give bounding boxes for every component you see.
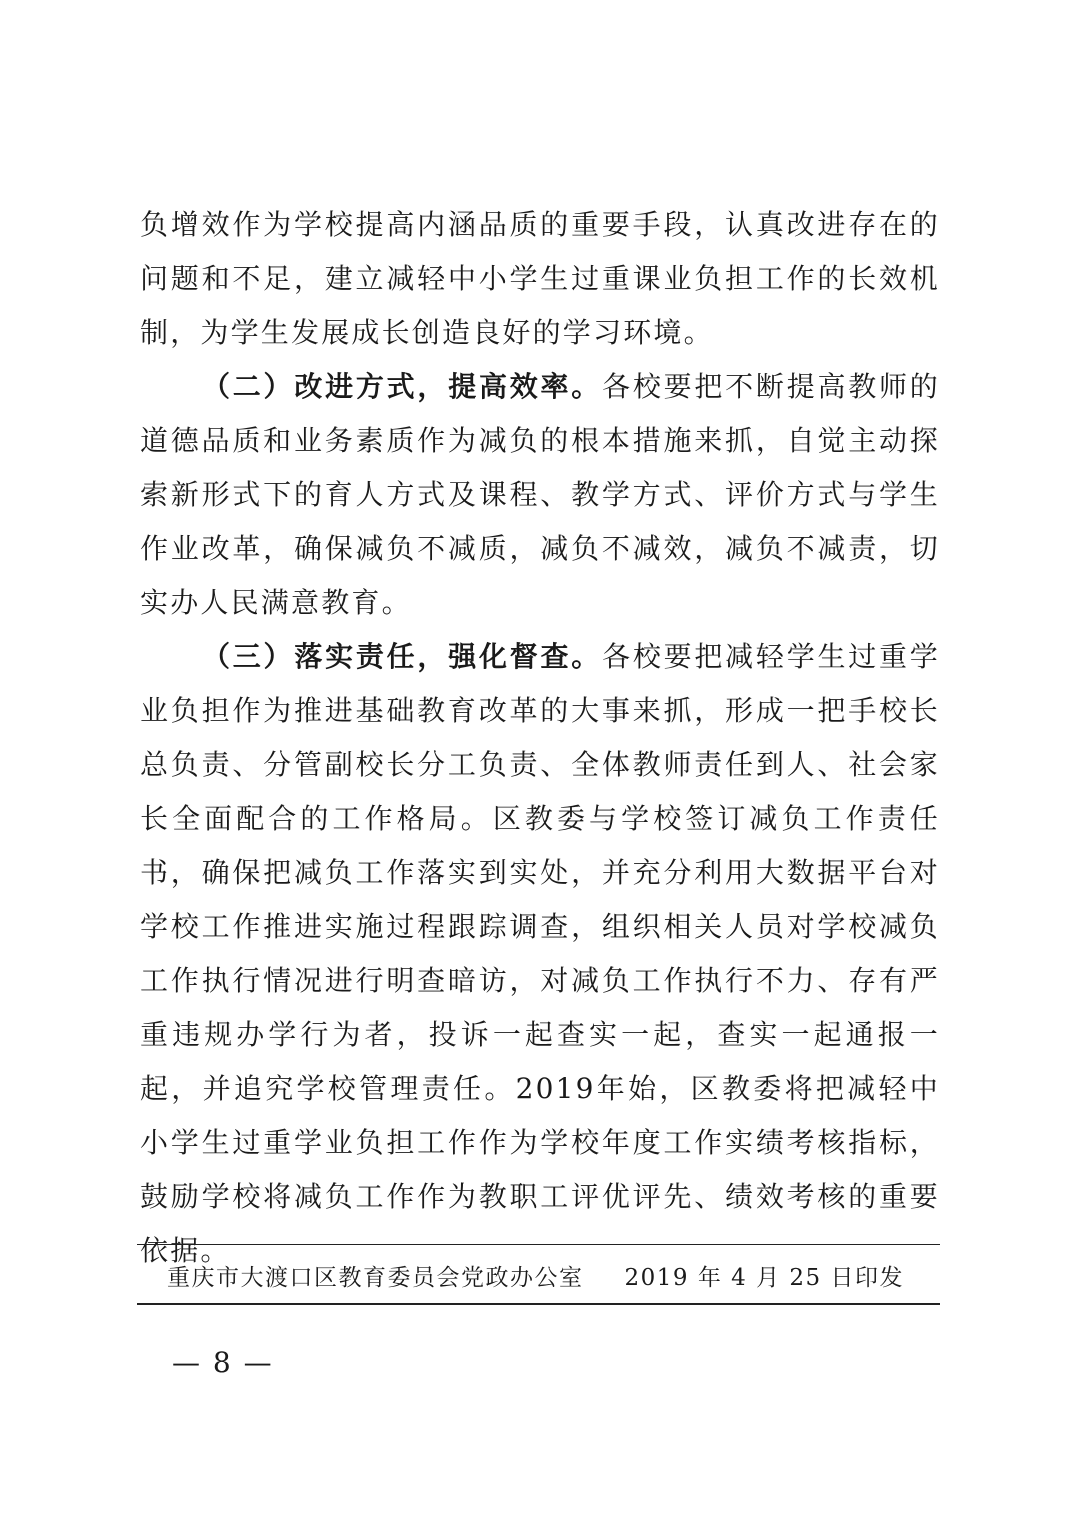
issue-date: 2019 年 4 月 25 日印发 xyxy=(624,1265,904,1291)
paragraph-1 xyxy=(140,198,940,360)
issuing-organization: 重庆市大渡口区教育委员会党政办公室 xyxy=(167,1265,584,1291)
paragraph-1-text: 负增效作为学校提高内涵品质的重要手段，认真改进存在的问题和不足，建立减轻中小学生过重课业负担工作的长效机制，为学生发展成长创造良好的学习环境。 xyxy=(140,208,940,349)
paragraph-2-heading: （二）改进方式，提高效率。 xyxy=(202,370,603,403)
paragraph-2 xyxy=(140,360,940,630)
issuing-footer xyxy=(137,1244,940,1305)
paragraph-3-heading: （三）落实责任，强化督查。 xyxy=(202,640,603,673)
paragraph-3-text: 各校要把减轻学生过重学业负担作为推进基础教育改革的大事来抓，形成一把手校长总负责、分管副校长分工负责、全体教师责任到人、社会家长全面配合的工作格局。区教委与学校签订减负工作责任书，确保把减负工作落实到实处，并充分利用大数据平台对学校工作推进实施过程跟踪调查，组织相关人员对学校减负工作执行情况进行明查暗访，对减负工作执行不力、存有严重违规办学行为者，投诉一起查实一起，查实一起通报一起，并追究学校管理责任。2019年始，区教委将把减轻中小学生过重学业负担工作作为学校年度工作实绩考核指标，鼓励学校将减负工作作为教职工评优评先、绩效考核的重要依据。 xyxy=(140,640,940,1267)
paragraph-2-text: 各校要把不断提高教师的道德品质和业务素质作为减负的根本措施来抓，自觉主动探索新形式下的育人方式及课程、教学方式、评价方式与学生作业改革，确保减负不减质，减负不减效，减负不减责，切实办人民满意教育。 xyxy=(140,370,940,619)
page-number: — 8 — xyxy=(172,1346,274,1379)
paragraph-3 xyxy=(140,630,940,1278)
document-body xyxy=(140,198,940,1278)
